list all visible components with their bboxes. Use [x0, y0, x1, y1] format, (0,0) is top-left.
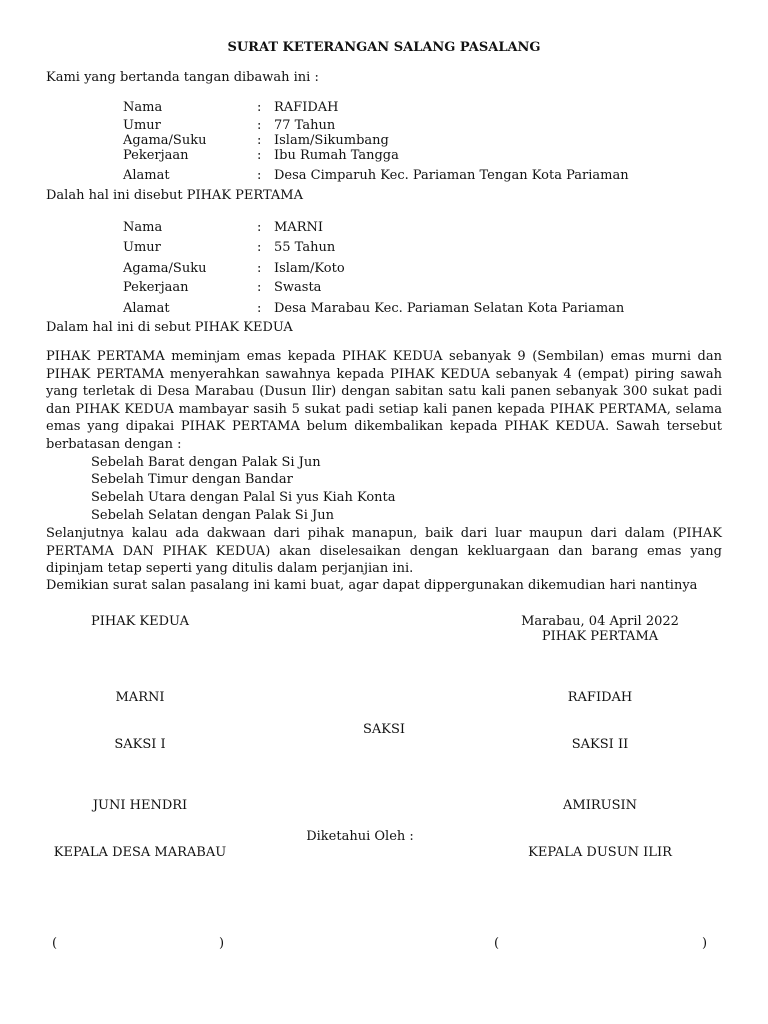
field-value: Islam/Sikumbang — [274, 133, 389, 148]
party1-row-address — [123, 168, 723, 184]
place-date: Marabau, 04 April 2022 — [521, 614, 679, 629]
party2-row-address — [123, 301, 723, 317]
document-title: SURAT KETERANGAN SALANG PASALANG — [227, 40, 541, 55]
village-head-paren-open: ( — [52, 936, 58, 951]
border-south: Sebelah Selatan dengan Palak Si Jun — [91, 508, 334, 523]
village-head-title: KEPALA DESA MARABAU — [53, 845, 227, 860]
acknowledged-by: Diketahui Oleh : — [306, 829, 414, 844]
witness1-label: SAKSI I — [114, 737, 166, 752]
right-party-name: RAFIDAH — [567, 690, 633, 705]
border-west: Sebelah Barat dengan Palak Si Jun — [91, 455, 321, 470]
field-label: Alamat — [123, 168, 170, 183]
left-party-name: MARNI — [115, 690, 165, 705]
field-value: 77 Tahun — [274, 118, 336, 133]
witness2-name: AMIRUSIN — [563, 798, 637, 813]
hamlet-head-paren-close: ) — [702, 936, 708, 951]
party1-note: Dalah hal ini disebut PIHAK PERTAMA — [46, 188, 304, 203]
field-colon: : — [257, 301, 262, 316]
hamlet-head-title: KEPALA DUSUN ILIR — [528, 845, 672, 860]
field-value: Swasta — [274, 280, 322, 295]
field-value: Islam/Koto — [274, 261, 345, 276]
field-value: MARNI — [274, 220, 323, 235]
field-label: Agama/Suku — [123, 261, 207, 276]
right-party-role: PIHAK PERTAMA — [541, 629, 659, 644]
witness1-name: JUNI HENDRI — [92, 798, 188, 813]
party2-row-age — [123, 240, 723, 256]
party1-row-occupation — [123, 148, 723, 164]
party1-row-age — [123, 118, 723, 134]
party1-row-name — [123, 100, 723, 116]
field-colon: : — [257, 220, 262, 235]
field-value: Ibu Rumah Tangga — [274, 148, 399, 163]
field-colon: : — [257, 261, 262, 276]
field-colon: : — [257, 280, 262, 295]
left-party-role: PIHAK KEDUA — [90, 614, 190, 629]
party2-note: Dalam hal ini di sebut PIHAK KEDUA — [46, 320, 293, 335]
field-value: 55 Tahun — [274, 240, 336, 255]
field-label: Umur — [123, 240, 161, 255]
final-statement: Demikian surat salan pasalang ini kami buat, agar dapat dippergunakan dikemudian hari nantinya — [46, 578, 698, 593]
closing-paragraph: Selanjutnya kalau ada dakwaan dari pihak manapun, baik dari luar maupun dari dalam (PIHAK PERTAMA DAN PIHAK KEDUA) akan diselesaikan dengan kekluargaan dan barang emas yang dipinjam tetap seperti yang ditulis dalam perjanjian ini. — [46, 526, 722, 576]
field-colon: : — [257, 240, 262, 255]
party2-row-occupation — [123, 280, 723, 296]
agreement-paragraph: PIHAK PERTAMA meminjam emas kepada PIHAK KEDUA sebanyak 9 (Sembilan) emas murni dan PIHAK PERTAMA menyerahkan sawahnya kepada PIHAK KEDUA sebanyak 4 (empat) piring sawah yang terletak di Desa Marabau (Dusun Ilir) dengan sabitan satu kali panen sebanyak 300 sukat padi dan PIHAK KEDUA mambayar sasih 5 sukat padi setiap kali panen kepada PIHAK PERTAMA, selama emas yang dipakai PIHAK PERTAMA belum dikembalikan kepada PIHAK KEDUA. Sawah tersebut berbatasan dengan : — [46, 349, 722, 452]
field-value: RAFIDAH — [274, 100, 339, 115]
field-label: Pekerjaan — [123, 148, 189, 163]
witness-heading: SAKSI — [362, 722, 406, 737]
field-label: Nama — [123, 100, 163, 115]
border-east: Sebelah Timur dengan Bandar — [91, 472, 293, 487]
field-colon: : — [257, 148, 262, 163]
village-head-paren-close: ) — [219, 936, 225, 951]
field-colon: : — [257, 118, 262, 133]
field-label: Agama/Suku — [123, 133, 207, 148]
field-value: Desa Marabau Kec. Pariaman Selatan Kota Pariaman — [274, 301, 625, 316]
field-value: Desa Cimparuh Kec. Pariaman Tengan Kota Pariaman — [274, 168, 629, 183]
intro-text: Kami yang bertanda tangan dibawah ini : — [46, 70, 319, 85]
field-colon: : — [257, 133, 262, 148]
party1-row-religion — [123, 133, 723, 149]
field-colon: : — [257, 168, 262, 183]
hamlet-head-paren-open: ( — [494, 936, 500, 951]
field-label: Nama — [123, 220, 163, 235]
party2-row-religion — [123, 261, 723, 277]
witness2-label: SAKSI II — [571, 737, 629, 752]
field-label: Alamat — [123, 301, 170, 316]
party2-row-name — [123, 220, 723, 236]
field-colon: : — [257, 100, 262, 115]
field-label: Umur — [123, 118, 161, 133]
border-north: Sebelah Utara dengan Palal Si yus Kiah Konta — [91, 490, 396, 505]
field-label: Pekerjaan — [123, 280, 189, 295]
